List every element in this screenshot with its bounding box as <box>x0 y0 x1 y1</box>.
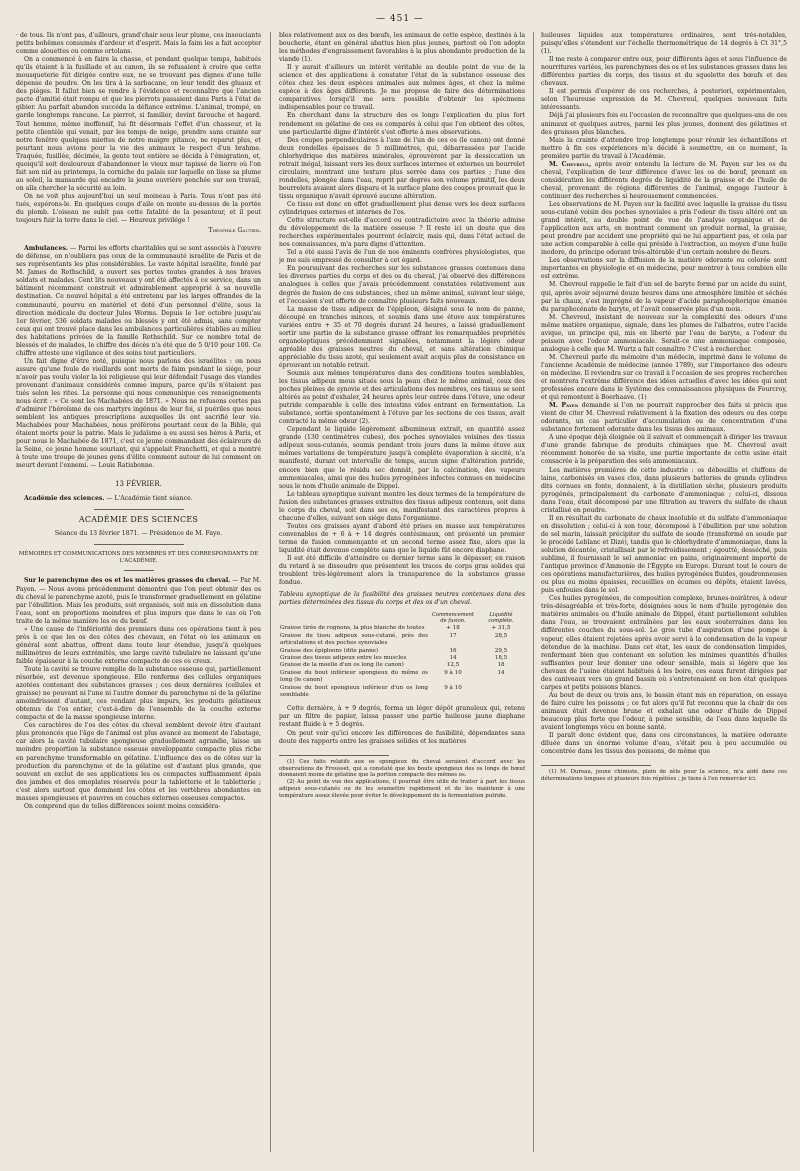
paragraph: Le tableau synoptique suivant montre les deux termes de la température de fusion des substances grasses extraites des tissus adipeux contenus, soit dans le corps du cheval, soit dans ses os, manifestant des caractères propres à chacune d'elles, suivant son siége dans l'organisme. <box>279 490 525 522</box>
paragraph: Ces huiles pyrogénées, de composition complexe, brunes-noirâtres, à odeur très-désagréable et très-forte, désignées sous le nom d'huile pyrogénée des matières animales ou d'huile animale de Dippel, étant partiellement solubles dans l'eau, se trouvaient entraînées par les eaux souterraines dans les différentes couches du sous-sol. Le gros tube d'aspiration d'une pompe à vapeur, elles étaient rejetées après avoir servi à la condensation de la vapeur détendue de la machine. Dans cet état, les eaux de condensation limpides, renfermant bien que contenant en solution les minimes quantités d'huiles suffisantes pour leur donner une odeur sensible, mais si légère que les chevaux de l'usine étaient habitués à les boire, ces eaux furent dirigées par des caniveaux vers un grand bassin où s'entretenaient en bon état quelques carpes et petits poissons blancs. <box>541 595 787 691</box>
footnote: (1) Ces faits relatifs aux os spongieux du cheval seraient d'accord avec les observations de Frousset, qui a constaté que les bouts spongieux des os longs de bœuf donnaient moins de gélatine que la portion compacte des mêmes os. <box>279 758 525 779</box>
table-cell-label: Graisse tirée de rognons, la plus blanche de toutes <box>280 625 425 632</box>
table-row <box>279 662 525 669</box>
paragraph-academie <box>16 495 261 503</box>
paragraph: bles relativement aux os des bœufs, les animaux de cette espèce, destinés à la boucherie, étant en général abattus bien plus jeunes, partout où l'on adopte les méthodes d'engraissement favorables à la plus abondante production de la viande (1). <box>279 32 525 64</box>
memoires-heading: MÉMOIRES ET COMMUNICATIONS DES MEMBRES ET DES CORRESPONDANTS DE L'ACADÉMIE. <box>18 550 259 564</box>
paragraph-text: après avoir entendu la lecture de M. Payen sur les os du cheval, l'explication de leur différence d'avec les os de bœuf, prenant en considération les différents degrés de liquidité de la graisse et de l'huile de cheval, provenant de régions différentes de l'animal, engage l'auteur à continuer des recherches si heureusement commencées. <box>541 160 787 200</box>
table-cell-label: Graisse de la moelle d'un os long (le canon) <box>280 662 404 669</box>
paragraph: Les observations de M. Payen sur la facilité avec laquelle la graisse du tissu sous-cutané voisin des poches synoviales a pris l'odeur du tissu altéré ont un grand intérêt, au double point de vue de l'analyse organique et de l'application aux arts, en montrant comment un produit normal, la graisse, peut prendre par accident une propriété qui ne lui appartient pas, et cela par une action comparable à celle qui préside à l'extraction, au moyen d'une huile inodore, du principe odorant très-altérable d'un certain nombre de fleurs. <box>541 200 787 257</box>
speaker-name: M. Chevreul, <box>549 160 592 168</box>
paragraph: Ce tissu est donc en effet graduellement plus dense vers les deux surfaces cylindriques externes et internes de l'os. <box>279 200 525 217</box>
paragraph: Il en résultait du carbonate de chaux insoluble et du sulfate d'ammoniaque en dissolution ; celui-ci à son tour, décomposé à l'ébullition par une solution de sel marin, laissait précipiter du sulfate de soude (transformé en soude par le procédé Leblanc et Dizé), tandis que le chlorhydrate d'ammoniaque, dans la solution décantée, cristallisait par le refroidissement ; égoutté, desséché, puis sublimé, il fournissait le sel ammoniac en pains, originairement importé de l'antique province d'Ammonie de l'Égypte en Europe. Durant tout le cours de ces opérations manufacturières, des huiles pyrogénées fluides, goudronneuses ou plus ou moins épaisses, recueillies en écumes ou dépôts, étaient lavées, puis enfouies dans le sol. <box>541 514 787 595</box>
table-cell-label: Graisse du bout inférieur spongieux du même os long (le canon) <box>280 669 428 684</box>
session-line: Séance du 13 février 1871. — Présidence de M. Faye. <box>54 529 223 537</box>
table-cell: 12,5 <box>446 662 460 669</box>
table-row <box>279 625 525 632</box>
paragraph: Des coupes perpendiculaires à l'axe de l'un de ces os (le canon) ont donné deux rondelles épaisses de 5 millimètres, qui, débarrassées par l'acide chlorhydrique des matières minérales, éprouvèrent par la dessiccation un retrait inégal, laissant vers les deux surfaces internes et externes un bourrelet circulaire, montrant une texture plus serrée dans ces parties ; l'une des rondelles, plongée dans l'eau, reprit par degrés son volume primitif, les deux bourrelets avaient alors disparu et la surface plane des coupes prouvait que le tissu organique n'avait éprouvé aucune altération. <box>279 136 525 200</box>
table-cell-label: Graisse des tissus adipeux entre les muscles <box>280 654 407 661</box>
paragraph: Cette structure est-elle d'accord ou contradictoire avec la théorie admise du développement de la matière osseuse ? Il reste ici un doute que des recherches expérimentales pourront éclaircir, mais qui, dans l'état actuel de nos connaissances, m'a paru digne d'attention. <box>279 217 525 249</box>
table-cell-label: Graisse du bout spongieux inférieur d'un os long semblable <box>280 684 428 698</box>
paragraph: Au bout de deux ou trois ans, le bassin étant mis en réparation, on essaya de faire cuire les poissons ; ce fut alors qu'il fut reconnu que la chair de ces animaux était devenue brune et exhalait une odeur d'huile de Dippel beaucoup plus forte que l'odeur, à peine sensible, de l'eau dans laquelle ils avaient longtemps vécu en bonne santé. <box>541 691 787 732</box>
paragraph: « Une cause de l'infériorité des premiers dans ces opérations tient à peu près à ce que les os des côtes des chevaux, en l'état où les animaux en général sont abattus, offrent dans toute leur étendue, jusqu'à quelques millimètres de leurs extrémités, une large cavité tubulaire ne laissant qu'une faible épaisseur à la couche externe compacte de ces os creux. <box>16 625 261 665</box>
paragraph: A une époque déjà éloignée où il suivait et commençait à diriger les travaux d'une grande fabrique de produits chimiques que M. Chevreul avait récemment honorée de sa visite, une partie importante de cette usine était consacrée à la préparation des sels ammoniacaux. <box>541 434 787 466</box>
section-heading: Académie des sciences. <box>24 494 105 502</box>
paragraph: Il me reste à comparer entre eux, pour différents âges et sous l'influence de nourritures variées, les parenchymes des os et les substances grasses dans les différentes parties du corps, des tissus et du squelette des bœufs et des chevaux. <box>541 56 787 88</box>
paragraph: · de tous. Ils n'ont pas, d'ailleurs, grand'chair sous leur plume, ces insouciants petits bohêmes consumés d'ardeur et d'esprit. Mais la faim les a fait accepter comme alouettes ou comme ortolans. <box>16 32 261 56</box>
article-heading: Sur le parenchyme des os et les matières grasses du cheval. <box>24 577 231 585</box>
paragraph: En cherchant dans la structure des os longs l'explication du plus fort rendement en gélatine de ces os comparés à celui que l'on obtient des côtes, une particularité digne d'intérêt s'est offerte à mes observations. <box>279 112 525 136</box>
paragraph-ambulances <box>16 245 261 358</box>
paragraph: On a commencé à en faire la chasse, et pendant quelque temps, habitués qu'ils étaient à la fusillade et au canon, ils se refusaient à croire que cette mousqueterie fût dirigée contre eux, ne se trouvant pas dignes d'une telle dépense de poudre. On les tira à la sarbacane, on leur tendit des gluaux et des piéges. Il fallut bien se rendre à l'évidence et reconnaître que l'ancien pacte d'amitié était rompu et que les pierrots passaient dans Paris à l'état de gibier. Au parfait abandon succéda la défiance extrême. L'animal, trompé, en garde longtemps rancune. Le pierrot, si familier, devint farouche et hagard. Tout homme, même inoffensif, lui fit désormais l'effet d'un chasseur, et la petite clientèle qui venait, par les temps de neige, prendre sans crainte sur notre fenêtre quelques miettes de notre maigre pitance, ne reparut plus, et pourtant nous avions pour la vie des animaux le respect d'un brahme. Traquée, fusillée, décimée, la gente tout entière se décida à l'émigration, et, quoiqu'il soit douloureux d'abandonner le vieux mur tapissé de lierre où l'on fait son nid au printemps, la corniche du palais sur laquelle on lisse sa plume au soleil, la mansarde qui encadre la jeune ouvrière penchée sur son travail, on alla chercher la sécurité au loin. <box>16 56 261 192</box>
table-row <box>279 648 525 655</box>
table-cell: 28,5 <box>494 632 508 639</box>
paragraph: M. Chevreul, insistant de nouveau sur la complexité des odeurs d'une même matière organique, signale, dans les plumes de l'albatros, outre l'acide avique, un principe qui, mis en liberté par l'eau de baryte, a l'odeur du poisson avec l'odeur ammoniacale. Serait-ce une ammoniaque composée, analogue à celle que M. Wurtz a fait connaître ? C'est à rechercher. <box>541 313 787 353</box>
column-middle <box>279 32 525 1160</box>
paragraph-chevreul <box>541 161 787 201</box>
paragraph-parenchyme <box>16 577 261 625</box>
fusibility-table <box>279 611 525 699</box>
date-heading: 13 FÉVRIER. <box>115 480 162 489</box>
paragraph: On peut voir qu'ici encore les différences de fusibilité, dépendantes sans doute des rapports entre les graisses solides et les matières <box>279 729 525 745</box>
paragraph: En poursuivant des recherches sur les substances grasses contenues dans les diverses parties du corps et des os du cheval, j'ai observé des différences analogues à celles que j'avais précédemment constatées relativement aux degrés de fusion de ces substances, chez un même animal, suivant leur siége, et l'occasion s'est offerte de connaître plusieurs faits nouveaux. <box>279 265 525 305</box>
paragraph: La masse de tissu adipeux de l'épiploon, désigné sous le nom de panne, découpé en tranches minces, et soumis dans une étuve aux températures variées entre + 35 et 70 degrés durant 24 heures, a laissé graduellement sortir une partie de la substance grasse offrant les remarquables propriétés organoleptiques précédemment signalées, notamment la légère odeur agréable des graisses neutres du cheval, et sans altération chimique appréciable du tissu azoté, qui seulement avait acquis plus de consistance en éprouvant un notable retrait. <box>279 305 525 369</box>
paragraph-payen <box>541 402 787 434</box>
footnote-rule <box>279 755 389 756</box>
paragraph: Cette dernière, à + 9 degrés, forma un léger dépôt granuleux qui, retenu par un filtre de papier, laissa passer une partie huileuse jaune diaphane restant fluide à + 5 degrés. <box>279 705 525 729</box>
paragraph-text: demande si l'on ne pourrait rapprocher des faits si précis que vient de citer M. Chevreul relativement à la fixation des odeurs ou des corps odorants, un cas particulier d'accumulation ou de concentration d'une substance fortement odorante dans les tissus des animaux. <box>541 402 787 434</box>
table-header-blank <box>279 611 429 625</box>
column-divider <box>533 32 534 1152</box>
paragraph: M. Chevreul rappelle le fait d'un sel de baryte formé par un acide du suint, qui, après avoir séjourné douze heures dans une atmosphère limitée et séchée par la chaux, s'est imprégné de la vapeur d'acide paraphosphorique émanée du paraphocénate de baryte, et l'avait conservée plus d'un mois. <box>541 281 787 313</box>
paragraph-text: — Par M. Payen. — Nous avons précédemment démontré que l'on peut obtenir des os du cheval le parenchyme azoté, puis le transformer graduellement en gélatine par l'ébullition. Mais les produits, soit organisés, soit mis en dissolution dans l'eau, sont en proportions moindres et plus impurs que dans le cas où l'on traite de la même manière les os du bœuf. <box>16 577 261 625</box>
paragraph: Il paraît donc évident que, dans ces circonstances, la matière odorante diluée dans un énorme volume d'eau, s'était peu à peu accumulée ou concentrée dans les tissus des poissons, de même que <box>541 732 787 756</box>
table-cell: 9 à 10 <box>444 669 462 676</box>
paragraph: Les matières premières de cette industrie : os débouillis et chiffons de laine, carbonisés en vases clos, dans plusieurs batteries de grands cylindres dits cornues en fonte, donnaient, à la distillation sèche, plusieurs produits pyrogénés, principalement du carbonate d'ammoniaque ; celui-ci, dissous dans l'eau, était décomposé par une filtration au travers du sulfate de chaux cristallisé en poudre. <box>541 466 787 514</box>
table-row <box>279 633 525 648</box>
signature: Théophile Gautier. <box>208 227 261 235</box>
table-cell: 17 <box>449 632 457 639</box>
table-cell: 29,5 <box>494 647 508 654</box>
table-cell: + 18 <box>446 625 460 632</box>
footnote: (1) M. Dureau, jeune chimiste, plein de zèle pour la science, m'a aidé dans ces déterminations longues et plusieurs fois répétées ; je tiens à l'en remercier ici. <box>541 769 787 783</box>
table-row <box>279 685 525 700</box>
paragraph: Toutes ces graisses ayant d'abord été prises en masse aux températures convenables de + 6 à + 14 degrés centésimaux, ont présenté un premier terme de fusion commençante et un second terme assez fixe, alors que la liquidité était devenue complète sans que le liquide fût encore diaphane. <box>279 522 525 554</box>
page-number: — 451 — <box>376 14 424 24</box>
paragraph: Mais la crainte d'attendre trop longtemps pour réunir les échantillons et mettre à fin ces expériences m'a décidé à soumettre, en ce moment, la première partie du travail à l'Académie. <box>541 136 787 160</box>
paragraph: huileuses liquides aux températures ordinaires, sont très-notables, puisqu'elles s'étendent sur l'échelle thermométrique de 14 degrés à Ct 31°,5 (1). <box>541 32 787 56</box>
divider <box>94 544 184 545</box>
table-cell: 14 <box>497 669 505 676</box>
paragraph: On comprend que de telles différences soient moins considéra- <box>24 802 221 810</box>
table-cell: 18,5 <box>494 654 508 661</box>
paragraph: Tel a été aussi l'avis de l'un de nos éminents confrères physiologistes, que je me suis empressé de consulter à cet égard. <box>279 249 525 265</box>
section-heading: Ambulances. <box>24 245 69 253</box>
paragraph: Un fait digne d'être noté, puisque nous parlons des israélites : on nous assure qu'une foule de vieillards sont morts de faim pendant le siége, pour n'avoir pas voulu violer la loi religieuse qui leur défendait l'usage des viandes provenant d'animaux considérés comme impurs, parce qu'ils n'étaient pas tués selon les rites. La personne qui nous communique ces renseignements nous écrit : « Ce sont les Machabées de 1871. » Nous ne refusons certes pas d'admirer l'héroïsme de ces martyrs ingénus de leur foi, si puériles que nous semblent les antiques prescriptions auxquelles ils ont sacrifié leur vie. Machabées pour Machabées, nous préférons pourtant ceux de la Bible, qui étaient morts pour la patrie. Mais le judaïsme a eu aussi ses héros à Paris, et pour nous le Machabée de 1871, c'est ce jeune commandant des éclaireurs de la Seine, ce jeune homme souriant, qui s'appelait Franchetti, et qui a montré à toute une troupe de jeunes gens d'élite comment autour de lui comment on meurt devant l'ennemi. — Louis Ratisbonne. <box>16 357 261 470</box>
paragraph-text: — L'Académie tient séance. <box>104 494 193 502</box>
table-cell <box>477 685 525 700</box>
table-cell: 9 à 10 <box>444 684 462 691</box>
paragraph: On ne voit plus aujourd'hui un seul moineau à Paris. Tous n'ont pas été tués, espérons-le. En quelques coups d'aile on monte au-dessus de la portée du plomb. L'oiseau ne subit pas cette fatalité de la pesanteur, et il peut toujours fuir la terre dans le ciel. — Heureux privilége ! <box>16 192 261 225</box>
table-cell: 14 <box>449 654 457 661</box>
table-cell: 16 <box>449 647 457 654</box>
paragraph: Soumis aux mêmes températures dans des conditions toutes semblables, les tissus adipeux mous situés sous la peau chez le même animal, ceux des poches pleines de synovie et des articulations des membres, ces tissus se sont altérés au point d'exhaler, 24 heures après leur entrée dans l'étuve, une odeur putride comparable à celle des intestins vides entrant en fermentation. La substance, sortie spontanément à l'étuve par les sections de ces tissus, avait contracté la même odeur (2). <box>279 369 525 426</box>
paragraph: Les observations sur la diffusion de la matière odorante ou colorée sont importantes en physiologie et en médecine, pour montrer à tous combien elle est extrême. <box>541 257 787 281</box>
paragraph: Il est été difficile d'atteindre ce dernier terme sans le dépasser, en raison du retard à se dissoudre que présentent les traces de corps gras solides qui troublent très-légèrement alors la transparence de la substance grasse fondue. <box>279 555 525 587</box>
table-row <box>279 670 525 685</box>
table-cell: 18 <box>497 662 505 669</box>
paragraph: Il y aurait d'ailleurs un intérêt véritable au double point de vue de la science et des applications à constater l'état de la substance osseuse des côtes chez les deux espèces animales aux mêmes âges, et chez la même espèce à des âges différents. Je me propose de faire des déterminations comparatives lorsqu'il me sera possible d'obtenir les spécimens indispensables pour ce travail. <box>279 64 525 112</box>
table-cell-label: Graisse des épiploons (dite panne) <box>280 647 379 654</box>
divider <box>94 509 184 510</box>
table-title: Tableau synoptique de la fusibilité des graisses neutres contenues dans des parties déterminées des tissus du corps et des os d'un cheval. <box>279 591 525 607</box>
paragraph: M. Chevreul parle du mémoire d'un médecin, imprimé dans le volume de l'ancienne Académie de médecine (année 1789), sur l'importance des odeurs en médecine. Il reviendra sur ce travail à l'occasion de ses propres recherches et montrera l'extrême différence des idées actuelles d'avec les idées qui sont professées encore dans le Système des connaissances physiques de Fourcroy, et qui remontent à Boerhaave. (1) <box>541 353 787 402</box>
divider <box>124 570 154 571</box>
table-cell-label: Graisse du tissu adipeux sous-cutané, près des articulations et des poches synoviales <box>280 632 428 647</box>
column-left <box>16 32 261 1160</box>
footnote-rule <box>541 765 651 766</box>
column-right <box>541 32 787 1160</box>
academy-title: ACADÉMIE DES SCIENCES <box>78 514 199 524</box>
table-cell: + 31,5 <box>491 625 511 632</box>
column-divider <box>270 32 271 1152</box>
table-header: Liquidité complète. <box>488 612 514 625</box>
speaker-name: M. Payen <box>549 402 579 410</box>
table-header: Commencement de fusion. <box>432 612 474 625</box>
paragraph: Cependant le liquide légèrement albumineux extrait, en quantité assez grande (130 centimètres cubes), des poches synoviales voisines des tissus adipeux sous-cutanés, soumis pendant trois jours dans la même étuve aux mêmes variations de température jusqu'à complète évaporation à siccité, n'a manifesté, durant cet intervalle de temps, aucun signe d'altération putride, encore bien que le résidu sec donnât, par la calcination, des vapeurs ammoniacales, ainsi que des huiles pyrogénées infectes connues en médecine sous le nom d'huile animale de Dippel. <box>279 426 525 490</box>
paragraph: Il est permis d'espérer de ces recherches, à posteriori, expérimentales, selon l'heureuse expression de M. Chevreul, quelques nouveaux faits intéressants. <box>541 88 787 112</box>
footnote: (2) Au point de vue des applications, il pourrait être utile de traiter à part les tissus adipeux sous-cutanés ou de les soumettre rapidement et de les maintenir à une température assez élevée pour éviter le développement de la fermentation putride. <box>279 779 525 800</box>
paragraph: Ces caractères de l'os des côtes du cheval semblent devoir être d'autant plus prononcés que l'âge de l'animal est plus avancé au moment de l'abatage, car alors la cavité tubulaire spongieuse graduellement agrandie, laisse un moindre proportion la substance osseuse enveloppante compacte plus riche en parenchyme transformable en gélatine. L'influence des os de côtes sur la production du parenchyme et de la gélatine est d'autant plus grande, que souvent en exclut de ses applications les os compactes suffisamment épais des jambes et des omoplates réservés pour la tabletterie et le tabletterie ; c'est alors surtout que dominent les côtes et les vertèbres abondantes en masses spongieuses et pauvres en couches externes osseuses compactes. <box>16 722 261 802</box>
paragraph-text: — Parmi les efforts charitables qui se sont associés à l'œuvre de défense, on n'oubliera pas ceux de la communauté israélite de Paris et de ses représentants les plus considérables. Le vaste hôpital israélite, fondé par M. James de Rothschild, a ouvert ses portes toutes grandes à nos braves soldats et malades. Cent lits nouveaux y ont été affectés à ce service, dans un bâtiment récemment construit et admirablement approprié à sa nouvelle destination. Ce nouvel hôpital a été entretenu par les larges offrandes de la communauté, pourvu en matériel et doté d'un personnel d'élite, sous la direction médicale du docteur Jules Worms. Depuis le 1er octobre jusqu'au 1er février, 536 soldats malades ou blessés y ont été admis, sans compter ceux qui ont trouvé place dans les ambulances particulières établies au milieu des habitations privées de la famille Rothschild. Sur ce nombre total de blessés et de malades, le chiffre des décès n'a été que de 5 0/10 pour 100. Ce chiffre atteste une vigilance et des soins tout particuliers. <box>16 245 261 357</box>
paragraph: Déjà j'ai plusieurs fois eu l'occasion de reconnaître que quelques-uns de ces animaux et quelques autres, parmi les plus jeunes, donnent des gélatines et des graisses plus blanches. <box>541 112 787 136</box>
paragraph: Toute la cavité se trouve remplie de la substance osseuse qui, partiellement résorbée, est devenue spongieuse. Elle renferme des cellules organiques azotées contenant des substances grasses ; ces deux dernières (cellules et graisse) ne pouvant ni l'une ni l'autre donner du parenchyme ni de la gélatine amoindrissent d'autant, ces rendant plus impurs, les produits gélatineux obtenus de l'os entier, c'est-à-dire de l'ensemble de la couche externe compacte et de la masse spongieuse interne. <box>16 666 261 722</box>
